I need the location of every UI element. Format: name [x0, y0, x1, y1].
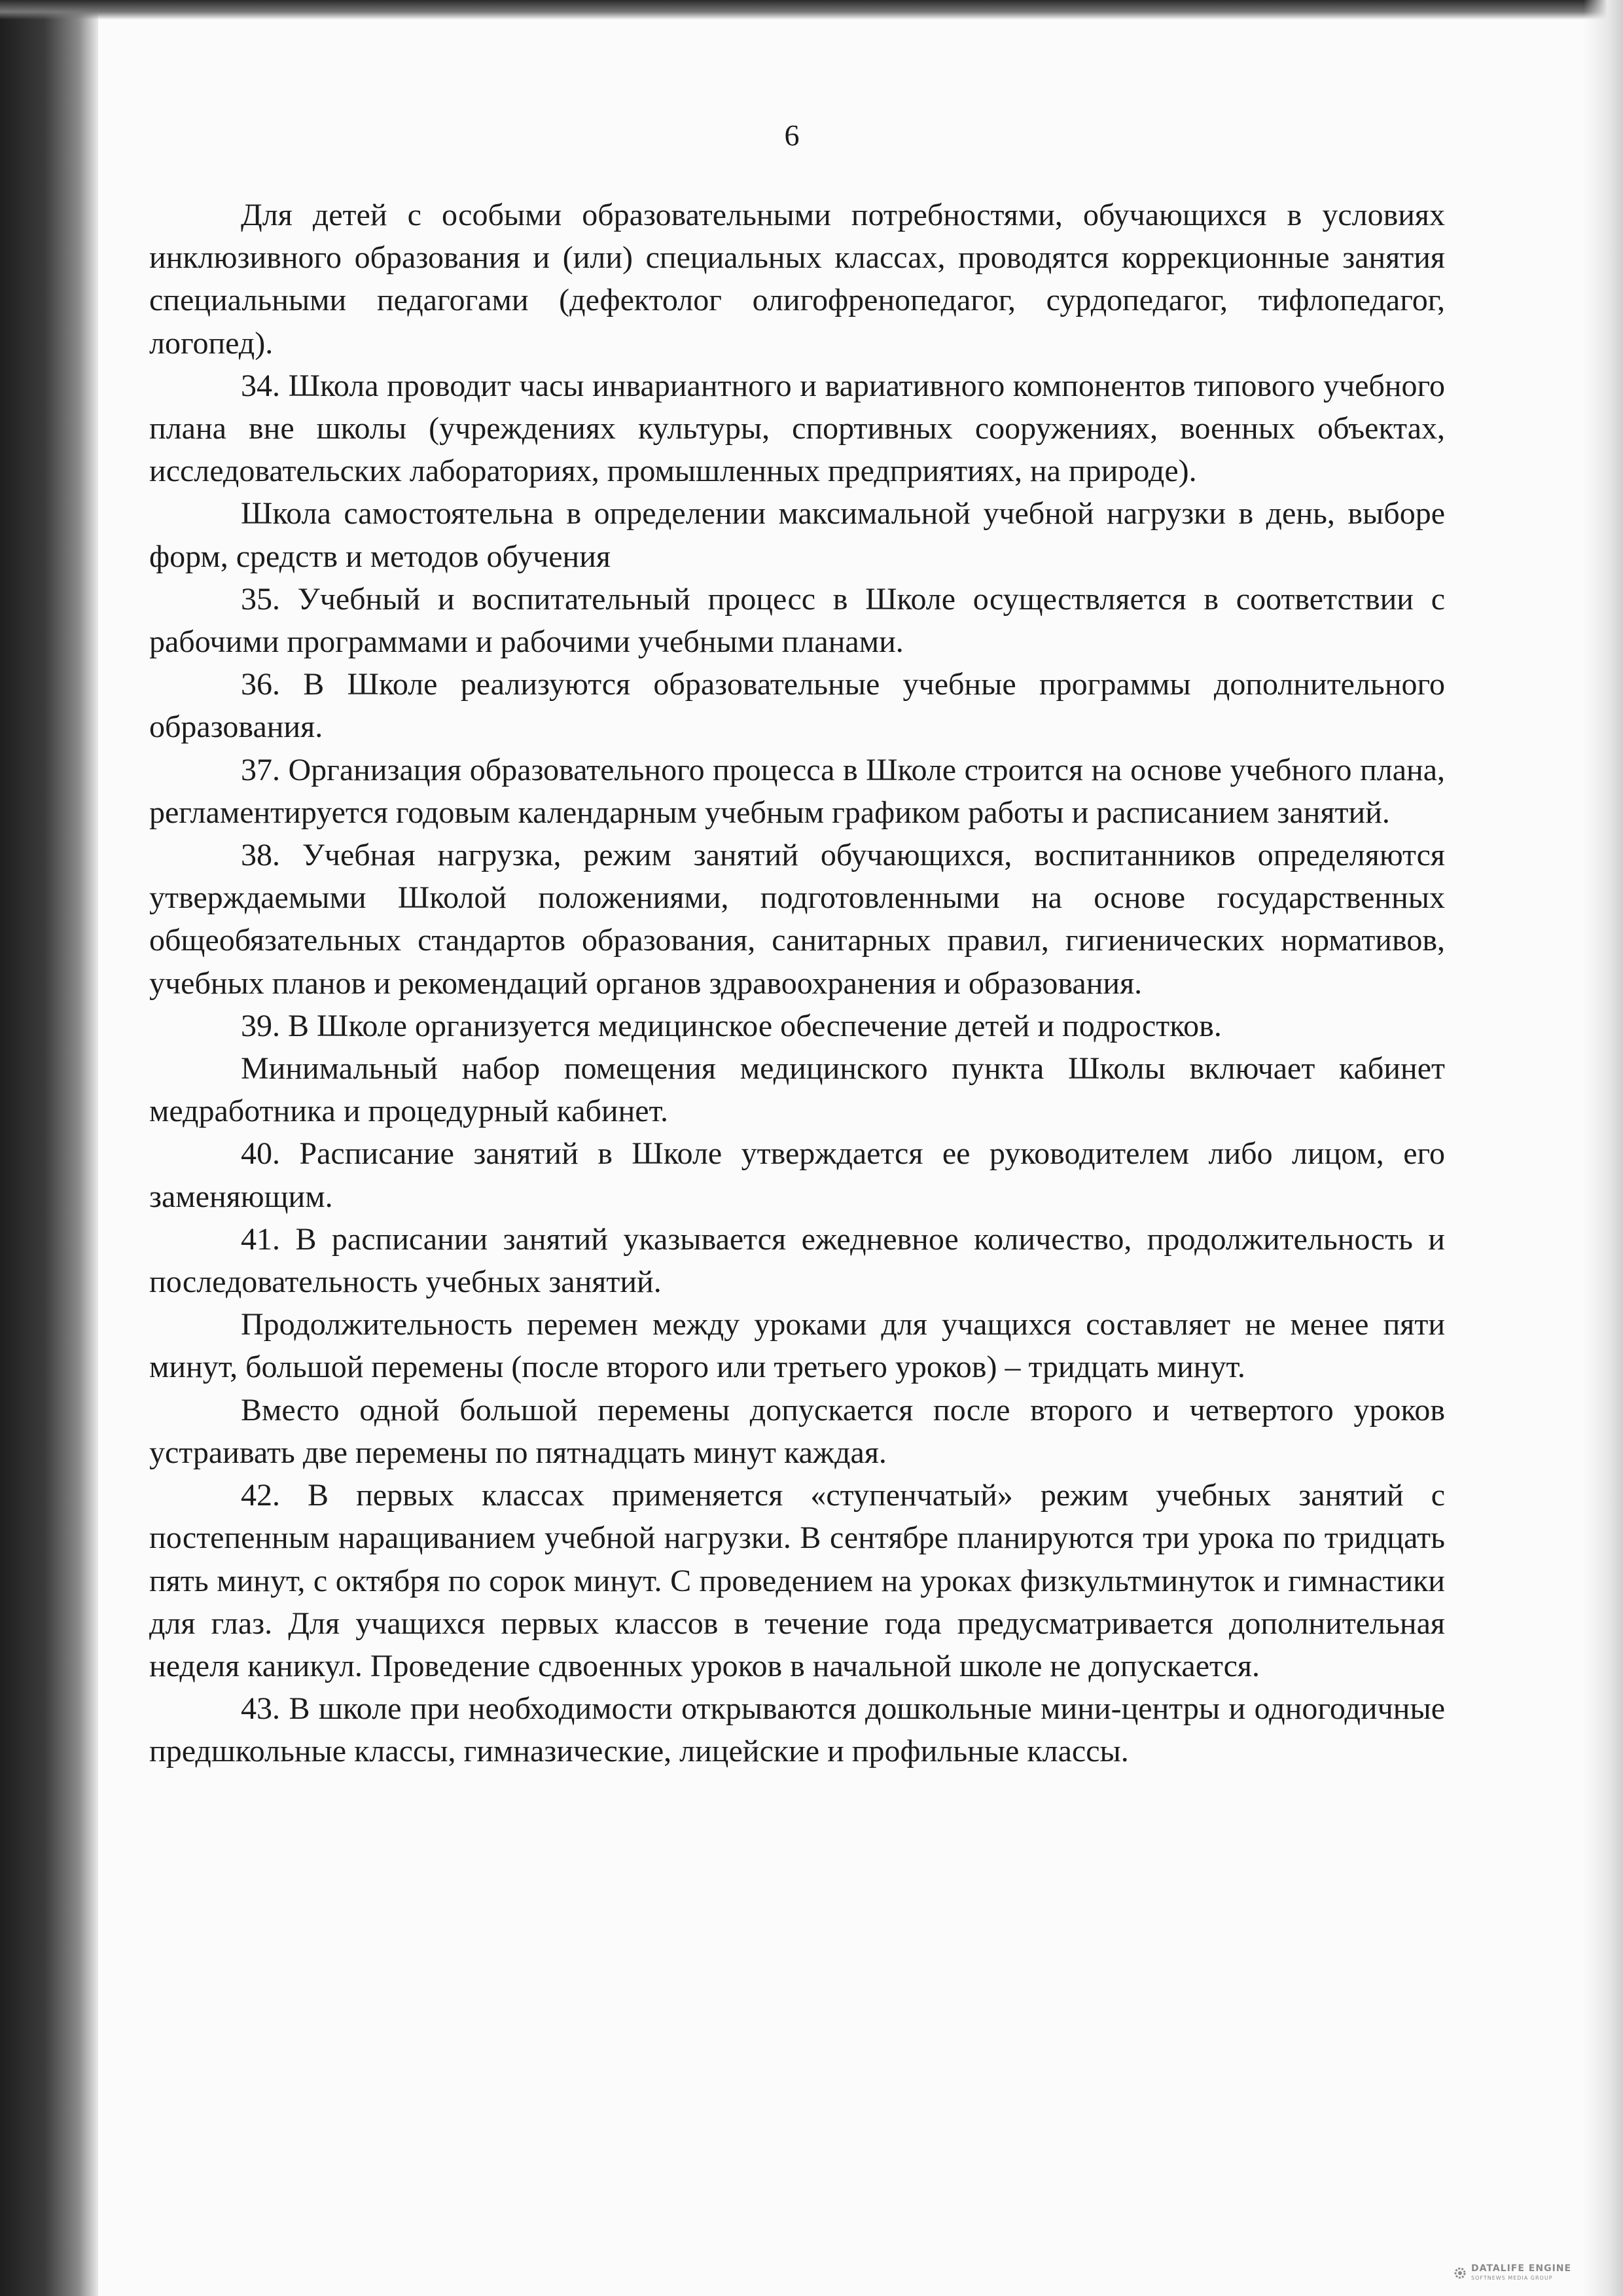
paragraph-40: 40. Расписание занятий в Школе утверждается ее руководителем либо лицом, его заменяющим. — [149, 1136, 1445, 1214]
paragraph-breaks: Продолжительность перемен между уроками для учащихся составляет не менее пяти минут, большой перемены (после второго или третьего уроков) – тридцать минут. — [149, 1307, 1445, 1385]
paragraph-35: 35. Учебный и воспитательный процесс в Школе осуществляется в соответствии с рабочими программами и рабочими учебными планами. — [149, 581, 1445, 660]
document-body — [149, 194, 1445, 1773]
paragraph-34: 34. Школа проводит часы инвариантного и вариативного компонентов типового учебного плана вне школы (учреждениях культуры, спортивных сооружениях, военных объектах, исследовательских лабораториях, промышленных предприятиях, на природе). — [149, 368, 1445, 489]
watermark-logo — [1453, 2262, 1610, 2288]
watermark-title: DATALIFE ENGINE — [1471, 2263, 1572, 2274]
scanner-edge-left — [0, 0, 98, 2296]
paragraph-37: 37. Организация образовательного процесса в Школе строится на основе учебного плана, регламентируется годовым календарным учебным графиком работы и расписанием занятий. — [149, 752, 1445, 830]
watermark-subtitle: SOFTNEWS MEDIA GROUP — [1471, 2275, 1553, 2281]
paragraph-special-needs: Для детей с особыми образовательными потребностями, обучающихся в условиях инклюзивного образования и (или) специальных классах, проводятся коррекционные занятия специальными педагогами (дефектолог олигофренопедагог, сурдопедагог, тифлопедагог, логопед). — [149, 198, 1445, 361]
scanner-edge-top — [0, 0, 1623, 20]
paragraph-39: 39. В Школе организуется медицинское обеспечение детей и подростков. — [241, 1008, 1222, 1043]
paragraph-43: 43. В школе при необходимости открываются дошкольные мини-центры и одногодичные предшкольные классы, гимназические, лицейские и профильные классы. — [149, 1691, 1445, 1769]
paragraph-41: 41. В расписании занятий указывается ежедневное количество, продолжительность и последовательность учебных занятий. — [149, 1221, 1445, 1300]
paragraph-42: 42. В первых классах применяется «ступенчатый» режим учебных занятий с постепенным наращиванием учебной нагрузки. В сентябре планируются три урока по тридцать пять минут, с октября по сорок минут. С проведением на уроках физкультминуток и гимнастики для глаз. Для учащихся первых классов в течение года предусматривается дополнительная неделя каникул. Проведение сдвоенных уроков в начальной школе не допускается. — [149, 1478, 1445, 1683]
gear-icon — [1453, 2266, 1467, 2280]
page-number: 6 — [784, 118, 800, 152]
scanner-edge-right — [1584, 0, 1623, 2296]
paragraph-max-load: Школа самостоятельна в определении максимальной учебной нагрузки в день, выборе форм, средств и методов обучения — [149, 496, 1445, 574]
paragraph-36: 36. В Школе реализуются образовательные учебные программы дополнительного образования. — [149, 667, 1445, 745]
paragraph-two-breaks: Вместо одной большой перемены допускается после второго и четвертого уроков устраивать две перемены по пятнадцать минут каждая. — [149, 1392, 1445, 1470]
paragraph-medical-room: Минимальный набор помещения медицинского пункта Школы включает кабинет медработника и процедурный кабинет. — [149, 1051, 1445, 1129]
paragraph-38: 38. Учебная нагрузка, режим занятий обучающихся, воспитанников определяются утверждаемыми Школой положениями, подготовленными на основе государственных общеобязательных стандартов образования, санитарных правил, гигиенических нормативов, учебных планов и рекомендаций органов здравоохранения и образования. — [149, 838, 1445, 1001]
